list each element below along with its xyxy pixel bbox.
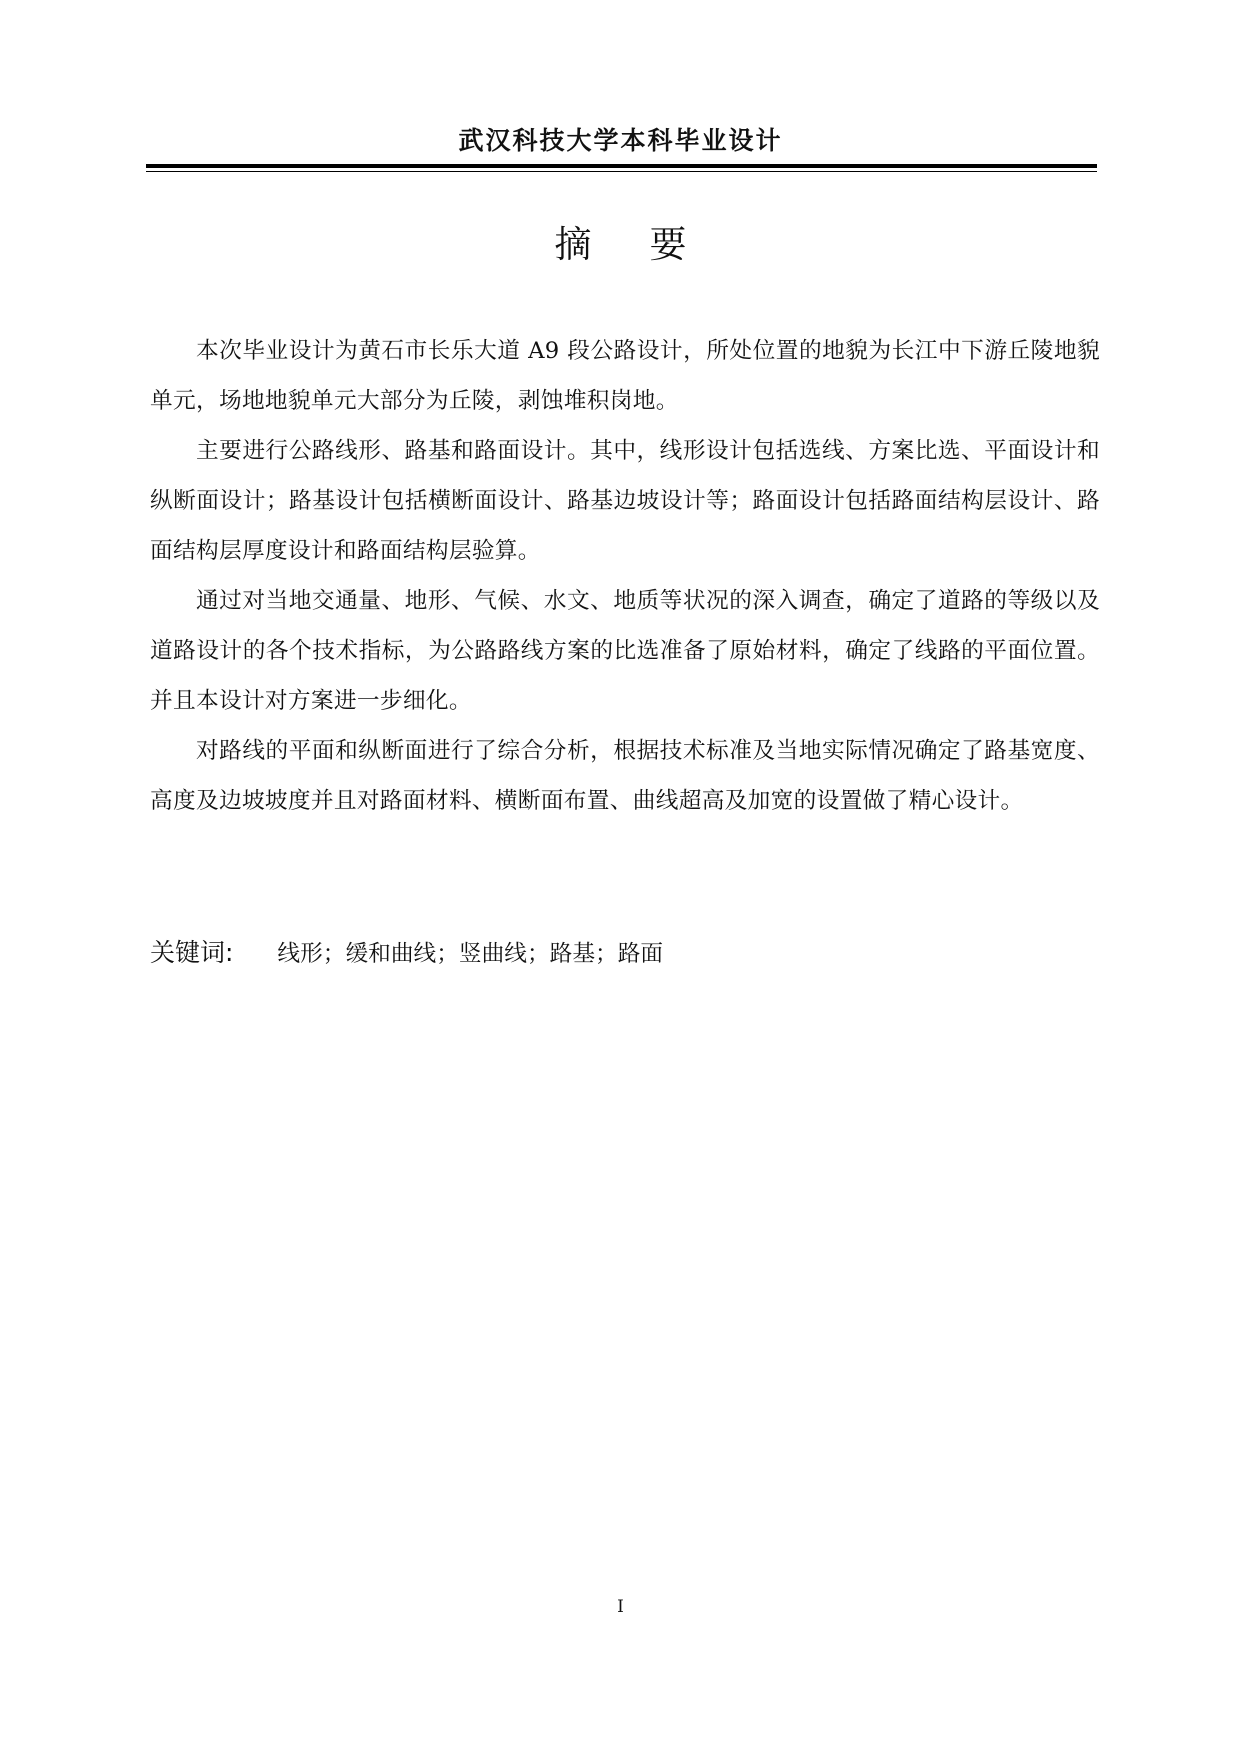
abstract-paragraph-4: 对路线的平面和纵断面进行了综合分析，根据技术标准及当地实际情况确定了路基宽度、高度及边坡坡度并且对路面材料、横断面布置、曲线超高及加宽的设置做了精心设计。 <box>150 738 1100 814</box>
keywords-row <box>150 928 663 979</box>
abstract-paragraph-1: 本次毕业设计为黄石市长乐大道 A9 段公路设计，所处位置的地貌为长江中下游丘陵地貌单元，场地地貌单元大部分为丘陵，剥蚀堆积岗地。 <box>150 338 1100 414</box>
page-title: 摘要 <box>554 223 745 266</box>
header-rule-thick <box>146 164 1097 168</box>
document-header-title: 武汉科技大学本科毕业设计 <box>458 126 783 155</box>
page-number: I <box>617 1597 624 1617</box>
abstract-paragraph-2: 主要进行公路线形、路基和路面设计。其中，线形设计包括选线、方案比选、平面设计和纵断面设计；路基设计包括横断面设计、路基边坡设计等；路面设计包括路面结构层设计、路面结构层厚度设计和路面结构层验算。 <box>150 438 1100 564</box>
header-rule-thin <box>146 171 1097 172</box>
keywords-value: 线形；缓和曲线；竖曲线；路基；路面 <box>277 941 664 967</box>
abstract-paragraph-3: 通过对当地交通量、地形、气候、水文、地质等状况的深入调查，确定了道路的等级以及道路设计的各个技术指标，为公路路线方案的比选准备了原始材料，确定了线路的平面位置。并且本设计对方案进一步细化。 <box>150 588 1100 714</box>
abstract-body <box>150 326 1100 826</box>
keywords-label: 关键词: <box>150 938 234 967</box>
